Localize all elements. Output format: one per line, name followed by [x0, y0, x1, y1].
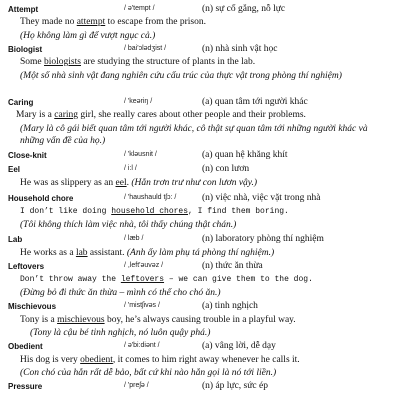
- translation: (Con chó của hắn rất dễ bảo, bất cứ khi nào hắn gọi là nó tới liền.): [20, 368, 277, 378]
- pronunciation: / ə'tempt /: [124, 5, 155, 12]
- headword: Household chore: [8, 194, 74, 203]
- headword: Mischievous: [8, 302, 57, 311]
- definition: (n) thức ăn thừa: [202, 261, 263, 271]
- headword: Close-knit: [8, 151, 47, 160]
- headword: Pressure: [8, 382, 43, 391]
- example-sentence: He works as a lab assistant. (Anh ấy làm phụ tá phòng thí nghiệm.): [20, 248, 275, 258]
- translation: (Đừng bỏ đi thức ăn thừa – mình có thể cho chó ăn.): [20, 288, 221, 298]
- definition: (n) nhà sinh vật học: [202, 44, 278, 54]
- example-sentence: Some biologists are studying the structure of plants in the lab.: [20, 57, 256, 67]
- definition: (a) tinh nghịch: [202, 301, 258, 311]
- pronunciation: / 'haushauld tʃɔ: /: [124, 194, 177, 201]
- pronunciation: / bai'ɔlədʒist /: [124, 45, 167, 52]
- headword: Leftovers: [8, 262, 45, 271]
- example-sentence: Mary is a caring girl, she really cares about other people and their problems.: [16, 110, 306, 120]
- definition: (a) vâng lời, dễ dạy: [202, 341, 276, 351]
- pronunciation: / ə'bi:diənt /: [124, 342, 160, 349]
- translation: (Tôi không thích làm việc nhà, tôi thấy chúng thật chán.): [20, 220, 237, 230]
- pronunciation: / 'keəriŋ /: [124, 98, 153, 105]
- pronunciation: / 'preʃə /: [124, 382, 149, 389]
- definition: (n) việc nhà, việc vặt trong nhà: [202, 193, 321, 203]
- definition: (n) sự cố gắng, nỗ lực: [202, 4, 286, 14]
- definition: (n) áp lực, sức ép: [202, 381, 268, 391]
- example-sentence: He was as slippery as an eel. (Hắn trơn trư như con lươn vậy.): [20, 178, 258, 188]
- example-sentence: Tony is a mischievous boy, he’s always causing trouble in a playful way.: [20, 315, 296, 325]
- example-sentence: They made no attempt to escape from the prison.: [20, 17, 206, 27]
- example-sentence: I don’t like doing household chores, I find them boring.: [20, 207, 289, 216]
- example-sentence: Don’t throw away the leftovers – we can give them to the dog.: [20, 275, 313, 284]
- pronunciation: / ,left'əuvəz /: [124, 262, 164, 269]
- pronunciation: / i:l /: [124, 165, 137, 172]
- translation: (Hắn trơn trư như con lươn vậy.): [131, 178, 258, 188]
- example-sentence: His dog is very obedient, it comes to him right away whenever he calls it.: [20, 355, 300, 365]
- headword: Eel: [8, 165, 21, 174]
- definition: (n) laboratory phòng thí nghiệm: [202, 234, 324, 244]
- translation: (Anh ấy làm phụ tá phòng thí nghiệm.): [126, 248, 275, 258]
- definition: (n) con lươn: [202, 164, 250, 174]
- pronunciation: / 'kləusnit /: [124, 151, 157, 158]
- translation: (Họ không làm gì để vượt ngục cả.): [20, 31, 156, 41]
- pronunciation: / læb /: [124, 235, 144, 242]
- headword: Obedient: [8, 342, 43, 351]
- translation: (Một số nhà sinh vật đang nghiên cứu cấu trúc của thực vật trong phòng thí nghiệm): [20, 71, 342, 81]
- headword: Biologist: [8, 45, 43, 54]
- pronunciation: / 'mistʃivəs /: [124, 302, 160, 309]
- headword: Lab: [8, 235, 23, 244]
- definition: (a) quan hệ khăng khít: [202, 150, 288, 160]
- headword: Caring: [8, 98, 34, 107]
- translation: (Mary là cô gái biết quan tâm tới người khác, cô thật sự quan tâm tới những người khác và những vấn đề của họ.): [20, 124, 368, 146]
- definition: (a) quan tâm tới người khác: [202, 97, 308, 107]
- headword: Attempt: [8, 5, 39, 14]
- translation: (Tony là cậu bé tinh nghịch, nó luôn quậy phá.): [30, 328, 211, 338]
